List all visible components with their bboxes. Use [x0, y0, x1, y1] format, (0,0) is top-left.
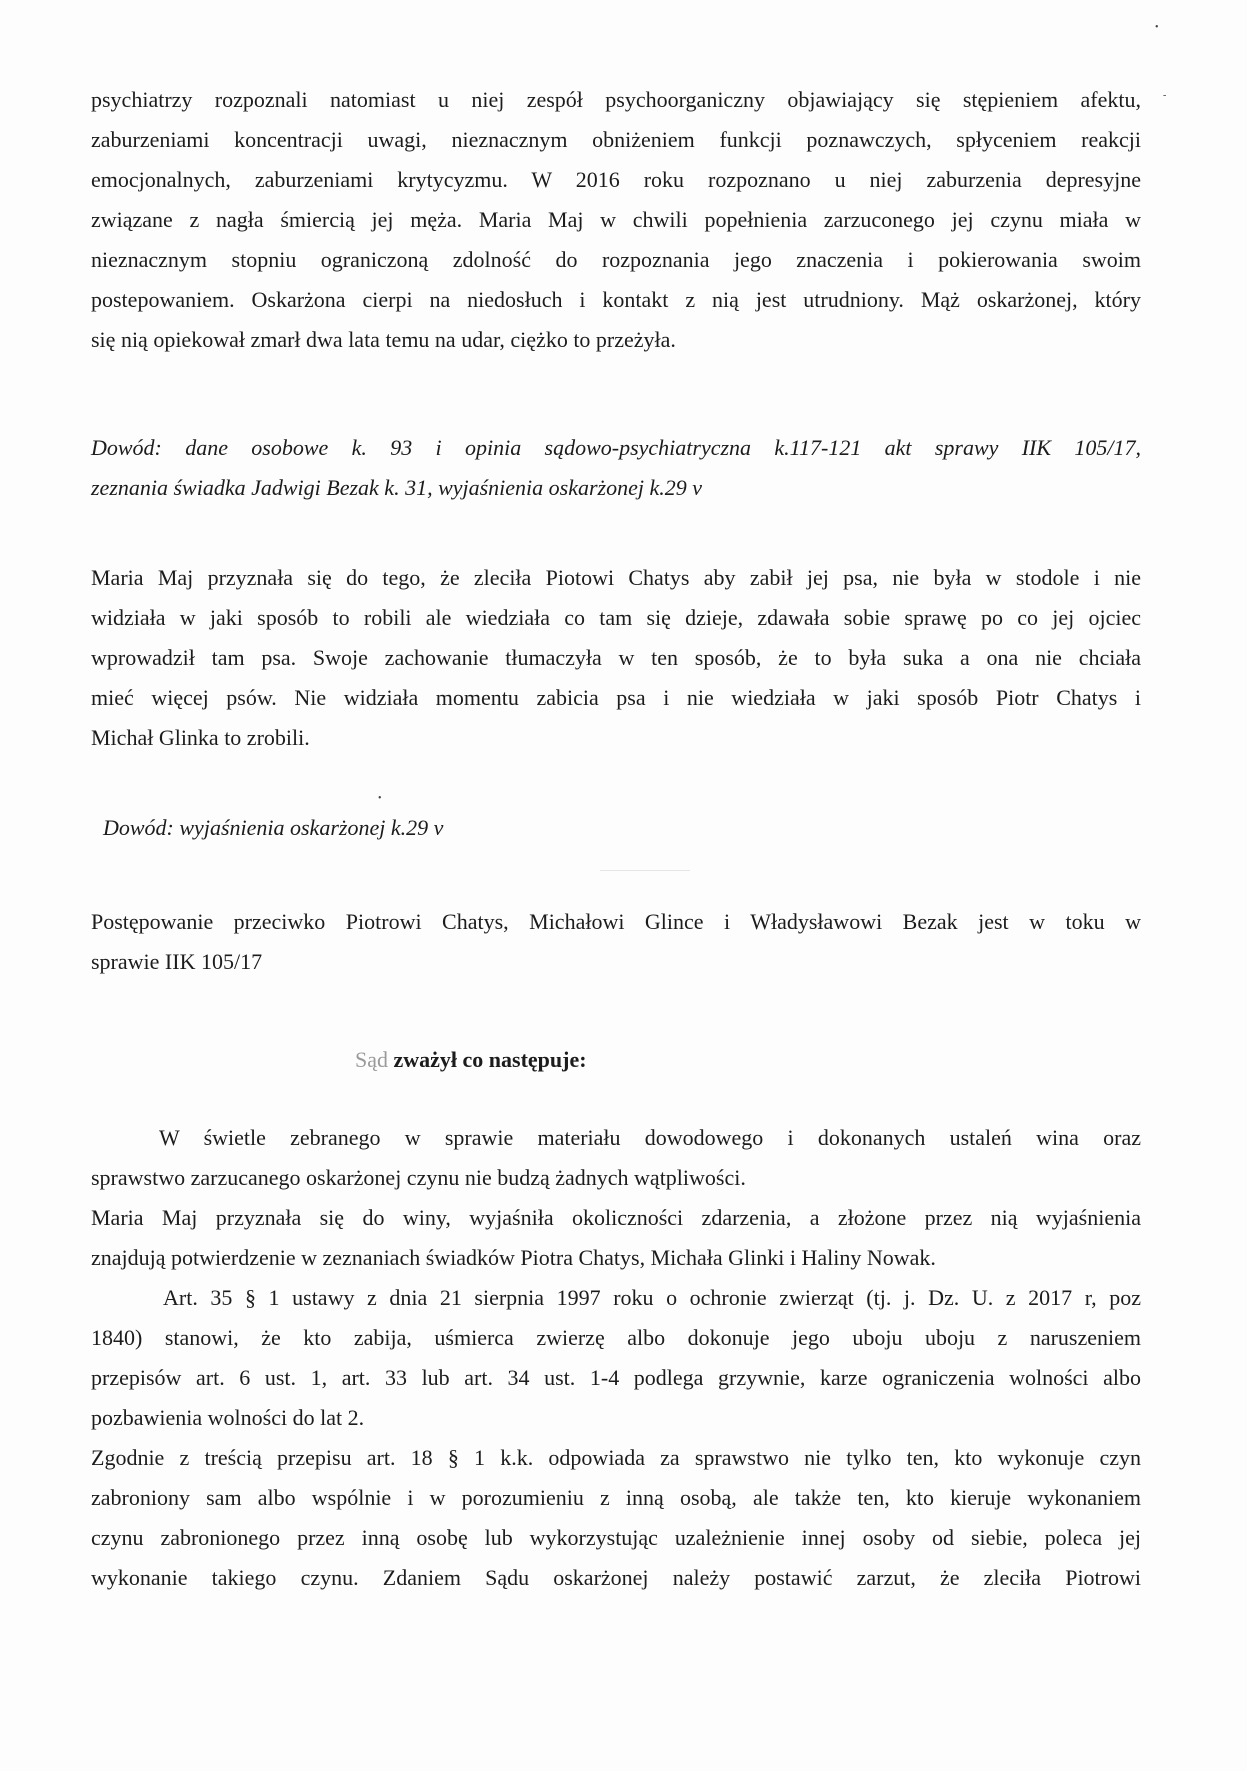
text-line: Postępowanie przeciwko Piotrowi Chatys, Michałowi Glince i Władysławowi Bezak jest w toku w: [91, 909, 1141, 934]
text-line: znajdują potwierdzenie w zeznaniach świadków Piotra Chatys, Michała Glinki i Haliny Nowak.: [91, 1245, 936, 1270]
text-line: Dowód: wyjaśnienia oskarżonej k.29 v: [103, 815, 444, 840]
text-line: Maria Maj przyznała się do tego, że zleciła Piotowi Chatys aby zabił jej psa, nie była w stodole i nie: [91, 565, 1141, 590]
text-line: Michał Glinka to zrobili.: [91, 725, 310, 750]
text-line: Dowód: dane osobowe k. 93 i opinia sądowo-psychiatryczna k.117-121 akt sprawy IIK 105/17,: [91, 435, 1141, 460]
text-line: wprowadził tam psa. Swoje zachowanie tłumaczyła w ten sposób, że to była suka a ona nie chciała: [91, 645, 1141, 670]
text-line: nieznacznym stopniu ograniczoną zdolność do rozpoznania jego znaczenia i pokierowania swoim: [91, 247, 1141, 272]
paragraph-defendant-admission: [91, 558, 1141, 758]
scan-artifact-line: [600, 870, 690, 871]
heading-title: zważył co następuje:: [393, 1047, 587, 1072]
text-line: zabroniony sam albo wspólnie i w porozumieniu z inną osobą, ale także ten, kto kieruje wykonaniem: [91, 1485, 1141, 1510]
text-line: W świetle zebranego w sprawie materiału dowodowego i dokonanych ustaleń wina oraz: [159, 1125, 1141, 1150]
heading-prefix: Sąd: [355, 1047, 388, 1072]
evidence-citation-1: [91, 428, 1141, 508]
section-heading: [355, 1040, 587, 1080]
paragraph-court-reasoning: [91, 1118, 1141, 1598]
text-line: psychiatrzy rozpoznali natomiast u niej zespół psychoorganiczny objawiający się stępieniem afektu,: [91, 87, 1141, 112]
scan-mark: -: [1163, 90, 1167, 101]
text-line: widziała w jaki sposób to robili ale wiedziała co tam się dzieje, zdawała sobie sprawę po co jej ojciec: [91, 605, 1141, 630]
paragraph-medical-findings: [91, 80, 1141, 360]
text-line: postepowaniem. Oskarżona cierpi na niedosłuch i kontakt z nią jest utrudniony. Mąż oskarżonej, który: [91, 287, 1141, 312]
text-line: Zgodnie z treścią przepisu art. 18 § 1 k.k. odpowiada za sprawstwo nie tylko ten, kto wykonuje czyn: [91, 1445, 1141, 1470]
text-line: 1840) stanowi, że kto zabija, uśmierca zwierzę albo dokonuje jego uboju uboju z naruszeniem: [91, 1325, 1141, 1350]
text-line: sprawstwo zarzucanego oskarżonej czynu nie budzą żadnych wątpliwości.: [91, 1165, 746, 1190]
scan-mark: •: [1155, 22, 1159, 33]
evidence-citation-2: [103, 808, 1153, 848]
text-line: Art. 35 § 1 ustawy z dnia 21 sierpnia 1997 roku o ochronie zwierząt (tj. j. Dz. U. z 2017 r, poz: [163, 1285, 1141, 1310]
text-line: sprawie IIK 105/17: [91, 949, 263, 974]
text-line: mieć więcej psów. Nie widziała momentu zabicia psa i nie wiedziała w jaki sposób Piotr Chatys i: [91, 685, 1141, 710]
text-line: przepisów art. 6 ust. 1, art. 33 lub art. 34 ust. 1-4 podlega grzywnie, karze ograniczenia wolności albo: [91, 1365, 1141, 1390]
paragraph-proceedings-status: [91, 902, 1141, 982]
text-line: związane z nagła śmiercią jej męża. Maria Maj w chwili popełnienia zarzuconego jej czynu miała w: [91, 207, 1141, 232]
text-line: zaburzeniami koncentracji uwagi, nieznacznym obniżeniem funkcji poznawczych, spłyceniem reakcji: [91, 127, 1141, 152]
text-line: emocjonalnych, zaburzeniami krytycyzmu. W 2016 roku rozpoznano u niej zaburzenia depresyjne: [91, 167, 1141, 192]
text-line: Maria Maj przyznała się do winy, wyjaśniła okoliczności zdarzenia, a złożone przez nią wyjaśnienia: [91, 1205, 1141, 1230]
text-line: pozbawienia wolności do lat 2.: [91, 1405, 365, 1430]
text-line: czynu zabronionego przez inną osobę lub wykorzystując uzależnienie innej osoby od siebie, poleca jej: [91, 1525, 1141, 1550]
text-line: się nią opiekował zmarł dwa lata temu na udar, ciężko to przeżyła.: [91, 327, 676, 352]
text-line: zeznania świadka Jadwigi Bezak k. 31, wyjaśnienia oskarżonej k.29 v: [91, 475, 703, 500]
scan-mark: •: [378, 793, 382, 804]
text-line: wykonanie takiego czynu. Zdaniem Sądu oskarżonej należy postawić zarzut, że zleciła Piotrowi: [91, 1565, 1141, 1590]
